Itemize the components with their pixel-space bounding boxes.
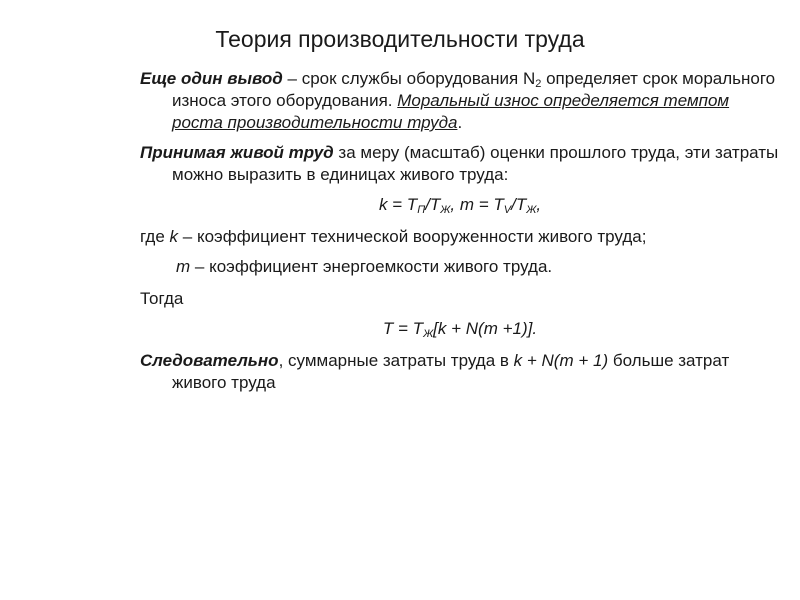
formula-subscript: Ж bbox=[526, 204, 537, 216]
formula-part: k = T bbox=[378, 195, 418, 214]
formula-subscript: V bbox=[503, 204, 512, 216]
text: больше затрат живого труда bbox=[172, 351, 730, 392]
lead-phrase: Принимая живой труд bbox=[140, 143, 334, 162]
paragraph-k-definition bbox=[140, 226, 780, 248]
expression: k + N(m + 1) bbox=[513, 351, 609, 370]
paragraph-living-labor bbox=[140, 142, 780, 186]
paragraph-m-definition bbox=[140, 256, 780, 278]
paragraph-conclusion bbox=[140, 68, 780, 134]
text: – коэффициент энергоемкости живого труда. bbox=[190, 257, 553, 276]
text: , суммарные затраты труда в bbox=[278, 351, 514, 370]
text: . bbox=[457, 113, 463, 132]
lead-phrase: Еще один вывод bbox=[140, 69, 283, 88]
text: – срок службы оборудования N bbox=[282, 69, 536, 88]
variable: m bbox=[176, 257, 191, 276]
formula-part: [k + N(m +1)]. bbox=[433, 319, 538, 338]
formula-part: /T bbox=[511, 195, 527, 214]
formula-part: T = T bbox=[382, 319, 424, 338]
underlined-phrase: Моральный износ определяется темпом роста производительности труда bbox=[172, 91, 730, 132]
formula-subscript: Ж bbox=[423, 328, 434, 340]
slide-content bbox=[140, 68, 780, 402]
text: где bbox=[140, 227, 170, 246]
paragraph-then: Тогда bbox=[140, 289, 184, 308]
variable: k bbox=[169, 227, 179, 246]
formula-part: , bbox=[450, 195, 460, 214]
formula-part: , bbox=[536, 195, 542, 214]
formula-part: m = T bbox=[459, 195, 504, 214]
formula-total bbox=[140, 318, 780, 340]
slide-title: Теория производительности труда bbox=[215, 26, 585, 52]
paragraph-consequently bbox=[140, 350, 780, 394]
formula-subscript: П bbox=[417, 204, 426, 216]
lead-phrase: Следовательно bbox=[140, 351, 279, 370]
text: за меру (масштаб) оценки прошлого труда, эти затраты можно выразить в единицах живого труда: bbox=[172, 143, 779, 184]
formula-part: /T bbox=[425, 195, 441, 214]
subscript: 2 bbox=[535, 78, 542, 90]
formula-subscript: Ж bbox=[440, 204, 451, 216]
text: – коэффициент технической вооруженности живого труда; bbox=[178, 227, 647, 246]
formula-coefficients bbox=[140, 194, 780, 216]
text: определяет срок морального износа этого оборудования. bbox=[172, 69, 776, 110]
